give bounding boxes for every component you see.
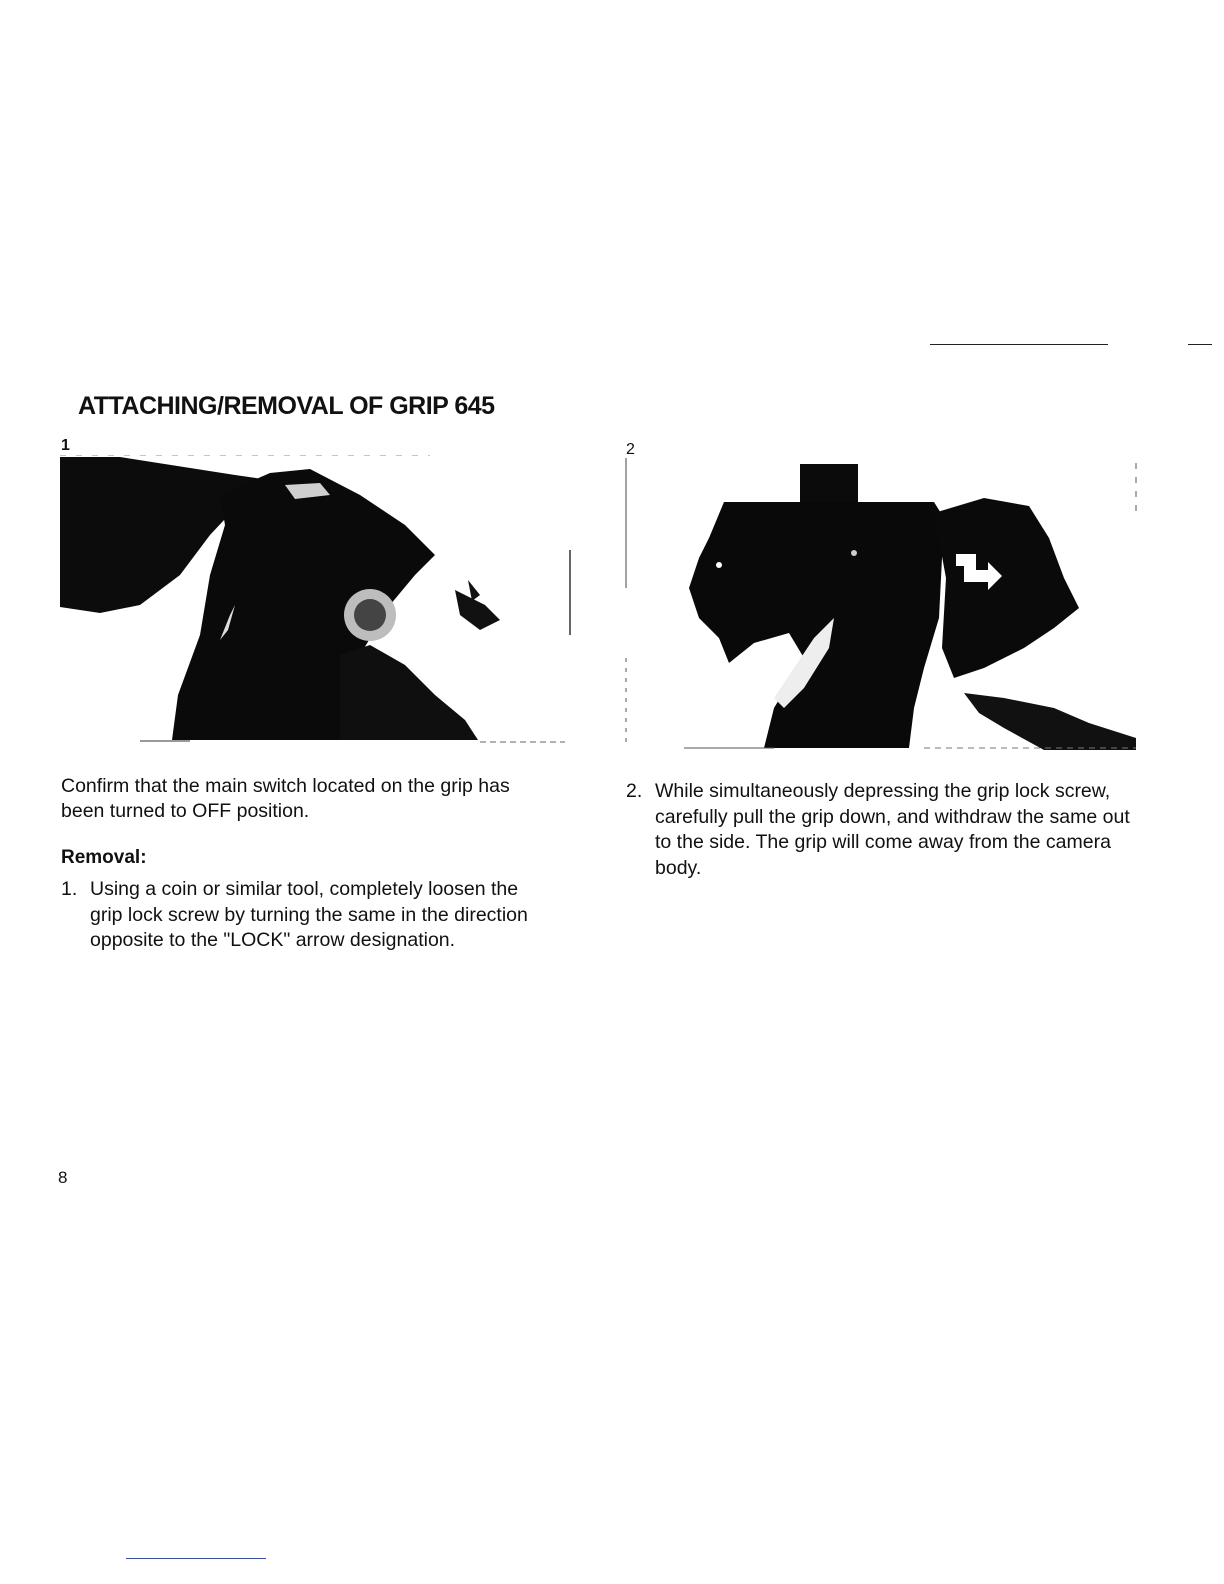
- removal-subhead: Removal:: [61, 847, 147, 868]
- page-number: 8: [58, 1168, 68, 1187]
- figure-1-photo: [60, 455, 575, 747]
- figure-2-number: 2: [626, 441, 635, 458]
- top-right-rule: [930, 344, 1108, 345]
- bottom-rule: [126, 1558, 266, 1559]
- intro-paragraph: Confirm that the main switch located on the grip has been turned to OFF position.: [61, 775, 510, 822]
- figure-1-number: 1: [61, 437, 70, 454]
- top-right-rule-short: [1188, 344, 1212, 345]
- step-1-number: 1.: [61, 878, 78, 900]
- step-1-text: Using a coin or similar tool, completely loosen the grip lock screw by turning the same in the direction opposite to the "LOCK" arrow designation.: [90, 878, 528, 951]
- step-2-text: While simultaneously depressing the grip lock screw, carefully pull the grip down, and withdraw the same out to the side. The grip will come away from the camera body.: [655, 780, 1130, 879]
- step-2-number: 2.: [626, 780, 643, 802]
- page-title: ATTACHING/REMOVAL OF GRIP 645: [78, 392, 495, 420]
- figure-2-photo: [624, 458, 1140, 752]
